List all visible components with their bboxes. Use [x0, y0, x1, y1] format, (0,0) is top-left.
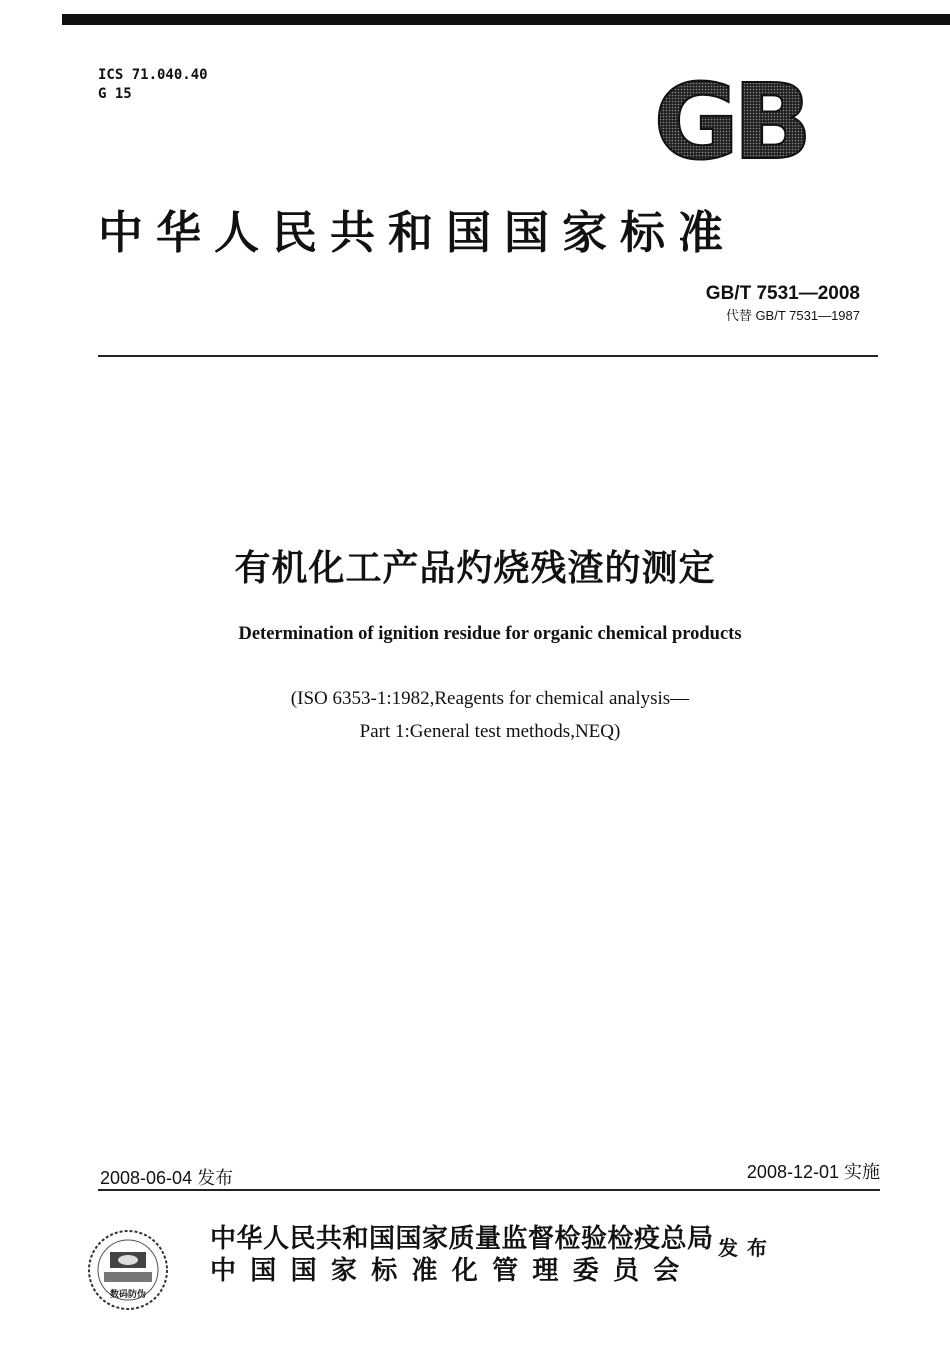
document-title-zh: 有机化工产品灼烧残渣的测定: [234, 548, 716, 589]
header-divider: [98, 355, 878, 357]
iso-reference-line1: (ISO 6353-1:1982,Reagents for chemical analysis—: [290, 688, 690, 709]
publish-label: 发布: [718, 1236, 776, 1260]
replaces-standard: 代替 GB/T 7531—1987: [725, 308, 860, 323]
ics-code: ICS 71.040.40: [98, 67, 208, 83]
implementation-date: 2008-12-01 实施: [746, 1162, 880, 1182]
gb-logo: [632, 70, 828, 168]
seal-text: 数码防伪: [109, 1290, 147, 1300]
footer-divider: [98, 1189, 880, 1191]
top-border-bar: [62, 14, 950, 25]
ccs-code: G 15: [98, 86, 132, 102]
classification-codes: [98, 66, 208, 104]
national-standard-title: 中华人民共和国国家标准: [98, 206, 737, 259]
gb-logo-text: GB: [653, 70, 807, 168]
standard-number: GB/T 7531—2008: [705, 283, 860, 304]
document-title-en: Determination of ignition residue for organic chemical products: [238, 624, 742, 644]
issuer-sac: 中国国家标准化管理委员会: [210, 1256, 694, 1286]
issue-date: 2008-06-04 发布: [100, 1168, 234, 1188]
anti-counterfeit-seal-icon: [86, 1228, 170, 1312]
issuer-aqsiq: 中华人民共和国国家质量监督检验检疫总局: [210, 1224, 714, 1254]
iso-reference-line2: Part 1:General test methods,NEQ): [359, 721, 621, 742]
